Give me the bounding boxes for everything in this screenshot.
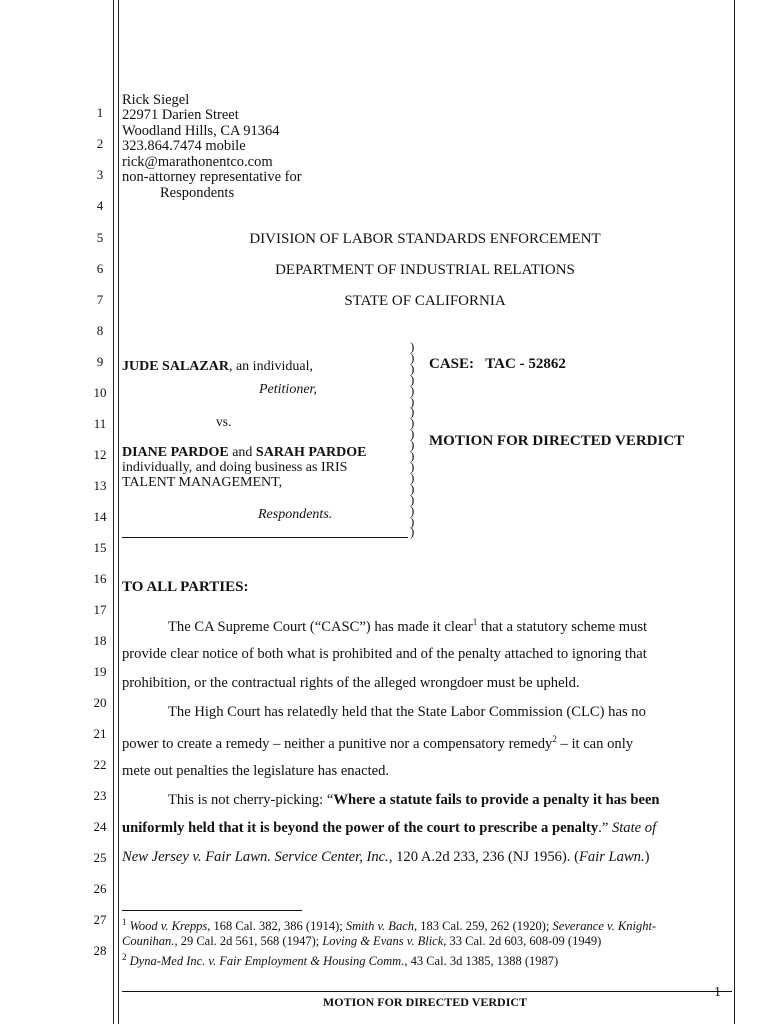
respondent-line [122, 445, 367, 461]
line-number: 25 [93, 850, 107, 865]
para1-text-a: The CA Supreme Court (“CASC”) has made it clear [168, 618, 473, 635]
line-number: 19 [93, 664, 107, 679]
footnote-ref-1: 1 [472, 617, 478, 627]
line-number: 4 [96, 198, 104, 213]
case-label: CASE: [429, 356, 475, 372]
para2-text-b: – it can only [556, 735, 634, 752]
para1-line1 [168, 617, 647, 636]
petitioner-role: Petitioner, [259, 382, 317, 397]
rep-role-cont: Respondents [160, 185, 235, 201]
fn2-text: , 43 Cal. 3d 1385, 1388 (1987) [404, 954, 559, 969]
line-number: 26 [93, 881, 107, 896]
fn1-case-2: Smith v. Bach [345, 919, 414, 934]
footer-rule [122, 991, 732, 992]
line-number: 16 [93, 571, 107, 586]
line-number: 15 [93, 540, 107, 555]
petitioner-line [122, 359, 313, 375]
page-number: 1 [714, 985, 721, 1000]
para2-line3: mete out penalties the legislature has enacted. [122, 763, 390, 779]
line-number: 7 [96, 292, 104, 307]
footnote-1-number: 1 [122, 917, 127, 927]
agency-division: DIVISION OF LABOR STANDARDS ENFORCEMENT [249, 231, 601, 247]
line-number: 28 [93, 943, 107, 958]
line-number: 6 [96, 261, 104, 276]
versus: vs. [216, 414, 232, 429]
fn1-text-1: , 168 Cal. 382, 386 (1914); [207, 919, 346, 934]
rep-email: rick@marathonentco.com [122, 154, 273, 170]
line-number: 3 [96, 167, 104, 182]
line-number: 27 [93, 912, 107, 927]
line-number: 21 [93, 726, 107, 741]
fn1-text-3: , 29 Cal. 2d 561, 568 (1947); [174, 934, 323, 948]
para3-citation-2: New Jersey v. Fair Lawn. Service Center, Inc. [122, 849, 389, 865]
para2-line2 [122, 734, 633, 753]
para1-text-b: that a statutory scheme must [477, 618, 648, 635]
respondent-name-2: SARAH PARDOE [255, 445, 367, 460]
line-number: 12 [93, 447, 107, 462]
para1-line3: prohibition, or the contractual rights of the alleged wrongdoer must be upheld. [122, 675, 580, 691]
footnote-separator [122, 910, 302, 911]
para3-quote-1: Where a statute fails to provide a penalty it has been [333, 792, 660, 808]
line-number: 23 [93, 788, 107, 803]
para1-line2: provide clear notice of both what is prohibited and of the penalty attached to ignoring that [122, 646, 647, 662]
fn1-case-4: Loving & Evans v. Blick [322, 934, 444, 948]
fn1-case-3b: Counihan. [122, 934, 175, 948]
line-number: 22 [93, 757, 107, 772]
fn1-text-2: , 183 Cal. 259, 262 (1920); [414, 919, 553, 934]
line-number: 24 [93, 819, 107, 834]
footnote-ref-2: 2 [552, 734, 557, 744]
rep-phone: 323.864.7474 mobile [122, 138, 246, 154]
footer-title: MOTION FOR DIRECTED VERDICT [322, 995, 528, 1009]
line-number: 13 [93, 478, 107, 493]
respondent-role: Respondents. [258, 507, 333, 522]
case-number: TAC - 52862 [485, 356, 566, 372]
line-number: 14 [93, 509, 107, 524]
fn2-case: Dyna-Med Inc. v. Fair Employment & Housing Comm. [129, 954, 405, 969]
motion-title: MOTION FOR DIRECTED VERDICT [429, 433, 685, 449]
petitioner-desc: , an individual, [228, 359, 313, 374]
line-number: 2 [96, 136, 104, 151]
footnote-1-line1 [122, 917, 656, 934]
para3-line2 [122, 820, 656, 837]
para3-quote-2: uniformly held that it is beyond the power of the court to prescribe a penalty [122, 820, 599, 836]
line-number: 1 [96, 105, 104, 120]
footnote-2-number: 2 [122, 952, 127, 962]
line-number: 17 [93, 602, 107, 617]
respondent-desc-2: TALENT MANAGEMENT, [122, 475, 283, 490]
line-number: 9 [96, 354, 104, 369]
para3-text-d: ) [644, 849, 650, 865]
respondent-name-1: DIANE PARDOE [122, 445, 229, 460]
line-number: 11 [93, 416, 107, 431]
fn1-case-3a: Severance v. Knight- [552, 919, 657, 934]
respondent-and: and [228, 445, 256, 460]
margin-rule-right [734, 0, 735, 1024]
line-number: 8 [96, 323, 104, 338]
para3-line3 [122, 849, 650, 866]
footnote-1-line2 [122, 934, 601, 949]
agency-department: DEPARTMENT OF INDUSTRIAL RELATIONS [275, 262, 575, 278]
case-number-line [429, 356, 566, 373]
respondent-desc-1: individually, and doing business as IRIS [122, 460, 348, 475]
petitioner-name: JUDE SALAZAR [122, 359, 229, 374]
line-number: 10 [93, 385, 107, 400]
para2-line1: The High Court has relatedly held that the State Labor Commission (CLC) has no [168, 704, 646, 720]
para2-text-a: power to create a remedy – neither a punitive nor a compensatory remedy [122, 735, 553, 752]
rep-role: non-attorney representative for [122, 169, 302, 185]
line-number: 20 [93, 695, 107, 710]
fn1-text-4: , 33 Cal. 2d 603, 608-09 (1949) [443, 934, 602, 948]
agency-state: STATE OF CALIFORNIA [344, 293, 506, 309]
line-number: 18 [93, 633, 107, 648]
caption-paren-column: ) ) ) ) ) ) ) ) ) ) ) ) ) ) ) ) ) ) [410, 339, 415, 540]
caption-rule [122, 537, 408, 538]
para3-text-a: This is not cherry-picking: “ [168, 792, 334, 808]
para3-text-b: .” [598, 820, 612, 836]
para3-citation-1: State of [611, 820, 657, 836]
para3-text-c: , 120 A.2d 233, 236 (NJ 1956). ( [388, 849, 579, 865]
para3-line1 [168, 792, 660, 809]
rep-city: Woodland Hills, CA 91364 [122, 123, 280, 139]
line-number: 5 [96, 230, 104, 245]
salutation: TO ALL PARTIES: [122, 579, 249, 595]
fn1-case-1: Wood v. Krepps [129, 919, 208, 934]
para3-short-cite: Fair Lawn. [578, 849, 645, 865]
rep-name: Rick Siegel [122, 92, 190, 108]
rep-street: 22971 Darien Street [122, 107, 239, 123]
footnote-2 [122, 952, 558, 969]
